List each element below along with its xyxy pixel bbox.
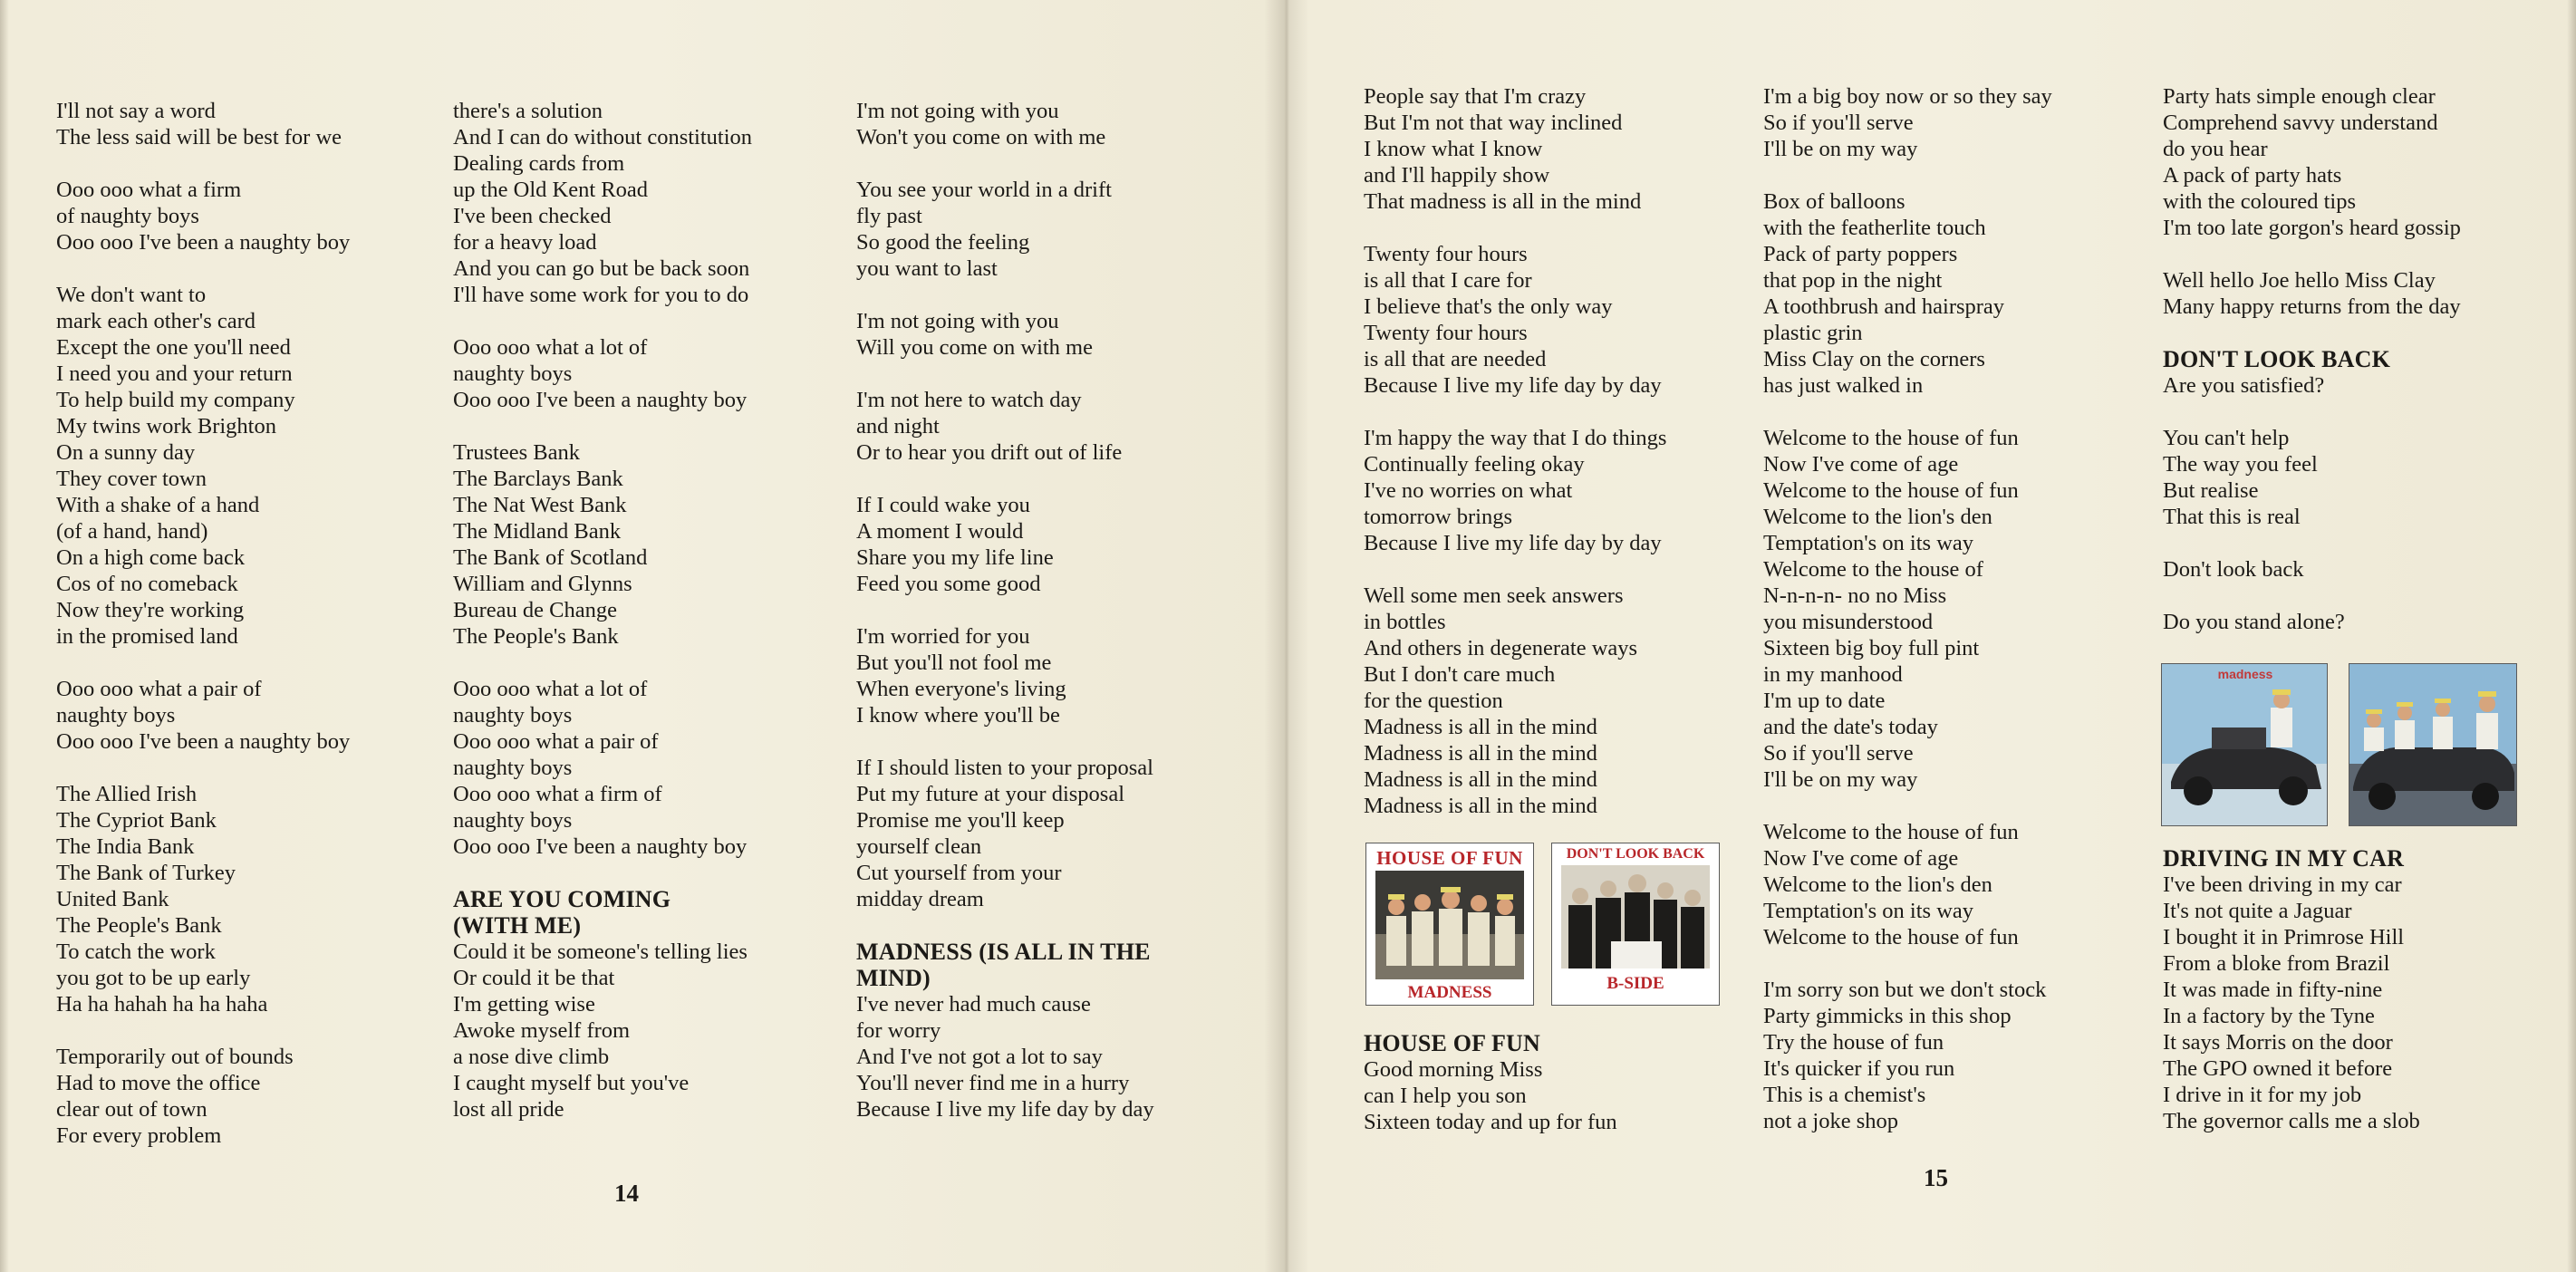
- lyric-line: Well some men seek answers: [1364, 583, 1624, 608]
- house-of-fun-cover: [1365, 843, 1534, 1006]
- stanza-gap: [1364, 399, 1666, 425]
- lyric-line: Ooo ooo what a lot of: [453, 677, 648, 701]
- stanza-gap: [56, 755, 350, 781]
- lyric-line: On a high come back: [56, 545, 246, 570]
- stanza-gap: [56, 650, 350, 676]
- lyric-line: you misunderstood: [1763, 610, 1934, 634]
- lyric-line: Because I live my life day by day: [1364, 373, 1662, 398]
- stanza-gap: [856, 597, 1154, 623]
- lyric-line: in the promised land: [56, 624, 238, 649]
- stanza-gap: [453, 860, 752, 886]
- lyric-line: Pack of party poppers: [1763, 242, 1958, 266]
- stanza-gap: [2163, 530, 2461, 556]
- lyric-line: Good morning Miss: [1364, 1057, 1543, 1082]
- lyric-line: Welcome to the house of fun: [1763, 426, 2019, 450]
- cover-subtitle: B-SIDE: [1606, 974, 1664, 993]
- lyric-line: I've no worries on what: [1364, 478, 1573, 503]
- lyric-line: Ooo ooo I've been a naughty boy: [56, 230, 351, 255]
- stanza-gap: [56, 150, 350, 177]
- lyric-line: Welcome to the lion's den: [1763, 505, 1992, 529]
- lyric-line: plastic grin: [1763, 321, 1863, 345]
- lyric-line: not a joke shop: [1763, 1109, 1899, 1133]
- lyric-line: I caught myself but you've: [453, 1071, 690, 1095]
- lyric-line: is all that are needed: [1364, 347, 1547, 371]
- driving-in-my-car-cover-front: [2161, 663, 2328, 826]
- lyric-line: I know where you'll be: [856, 703, 1060, 728]
- lyric-line: naughty boys: [453, 808, 573, 833]
- lyric-line: I'm getting wise: [453, 992, 595, 1017]
- lyric-line: Now they're working: [56, 598, 245, 622]
- lyric-line: Ooo ooo what a firm: [56, 178, 242, 202]
- lyrics-column-2: [453, 98, 752, 1123]
- stanza-gap: [856, 150, 1154, 177]
- car-photo-icon: [2162, 664, 2328, 826]
- lyric-line: Bureau de Change: [453, 598, 617, 622]
- lyric-line: You'll never find me in a hurry: [856, 1071, 1130, 1095]
- lyrics-column-5: [1763, 83, 2052, 1134]
- lyrics-column-3: [856, 98, 1154, 1123]
- lyric-line: Temporarily out of bounds: [56, 1045, 294, 1069]
- lyric-line: up the Old Kent Road: [453, 178, 649, 202]
- lyrics-column-1: [56, 98, 350, 1149]
- lyric-line: So good the feeling: [856, 230, 1030, 255]
- lyric-line: Sixteen big boy full pint: [1763, 636, 1980, 660]
- lyric-line: To catch the work: [56, 940, 216, 964]
- lyric-line: you want to last: [856, 256, 998, 281]
- lyric-line: But I don't care much: [1364, 662, 1556, 687]
- lyric-line: For every problem: [56, 1123, 222, 1148]
- lyric-line: for worry: [856, 1018, 941, 1043]
- lyric-line: Or to hear you drift out of life: [856, 440, 1123, 465]
- lyric-line: Promise me you'll keep: [856, 808, 1065, 833]
- lyric-line: naughty boys: [453, 703, 573, 728]
- stanza-gap: [2163, 399, 2461, 425]
- lyric-line: in bottles: [1364, 610, 1446, 634]
- lyric-line: Temptation's on its way: [1763, 531, 1974, 555]
- lyric-line: But I'm not that way inclined: [1364, 111, 1623, 135]
- lyric-line: Box of balloons: [1763, 189, 1905, 214]
- lyric-line: The People's Bank: [56, 913, 222, 938]
- lyric-line: Trustees Bank: [453, 440, 580, 465]
- lyric-line: Many happy returns from the day: [2163, 294, 2461, 319]
- lyric-line: that pop in the night: [1763, 268, 1943, 293]
- lyric-line: Awoke myself from: [453, 1018, 631, 1043]
- lyric-line: a nose dive climb: [453, 1045, 610, 1069]
- lyric-line: Well hello Joe hello Miss Clay: [2163, 268, 2436, 293]
- stanza-gap: [453, 413, 752, 439]
- lyric-line: Miss Clay on the corners: [1763, 347, 1985, 371]
- stanza-gap: [453, 308, 752, 334]
- stanza-gap: [56, 255, 350, 282]
- cover-title: HOUSE OF FUN: [1376, 847, 1523, 869]
- lyric-line: My twins work Brighton: [56, 414, 276, 438]
- stanza-gap: [1364, 215, 1666, 241]
- lyric-line: do you hear: [2163, 137, 2268, 161]
- lyric-line: They cover town: [56, 467, 207, 491]
- lyric-line: Welcome to the lion's den: [1763, 872, 1992, 897]
- page-number-15: 15: [1924, 1164, 1948, 1191]
- lyric-line: Twenty four hours: [1364, 321, 1528, 345]
- lyric-line: can I help you son: [1364, 1084, 1527, 1108]
- lyric-line: in my manhood: [1763, 662, 1903, 687]
- lyric-line: I've never had much cause: [856, 992, 1091, 1017]
- lyrics-column-6: [2163, 83, 2461, 635]
- lyric-line: Welcome to the house of: [1763, 557, 1983, 582]
- lyric-line: and the date's today: [1763, 715, 1938, 739]
- stanza-gap: [56, 1017, 350, 1044]
- lyric-line: The GPO owned it before: [2163, 1056, 2393, 1081]
- lyric-line: Madness is all in the mind: [1364, 741, 1597, 766]
- stanza-gap: [1763, 399, 2052, 425]
- lyric-line: The Midland Bank: [453, 519, 622, 544]
- lyric-line: You can't help: [2163, 426, 2290, 450]
- lyric-line: Feed you some good: [856, 572, 1041, 596]
- lyric-line: Ha ha hahah ha ha haha: [56, 992, 268, 1017]
- lyric-line: And others in degenerate ways: [1364, 636, 1638, 660]
- lyric-line: I drive in it for my job: [2163, 1083, 2362, 1107]
- stanza-gap: [453, 650, 752, 676]
- lyric-line: I'm not going with you: [856, 309, 1059, 333]
- lyric-line: The People's Bank: [453, 624, 619, 649]
- lyric-line: mark each other's card: [56, 309, 256, 333]
- lyric-line: When everyone's living: [856, 677, 1066, 701]
- lyric-line: The less said will be best for we: [56, 125, 343, 149]
- lyric-line: and I'll happily show: [1364, 163, 1550, 188]
- lyric-line: This is a chemist's: [1763, 1083, 1926, 1107]
- lyric-line: Ooo ooo what a pair of: [453, 729, 659, 754]
- lyric-line: Ooo ooo what a lot of: [453, 335, 648, 360]
- lyric-line: there's a solution: [453, 99, 603, 123]
- stanza-gap: [856, 282, 1154, 308]
- lyric-line: Twenty four hours: [1364, 242, 1528, 266]
- book-gutter: [1264, 0, 1309, 1272]
- lyric-line: I'll have some work for you to do: [453, 283, 749, 307]
- lyric-line: with the featherlite touch: [1763, 216, 1986, 240]
- page-edge-left: [0, 0, 9, 1272]
- band-in-car-photo-icon: [2349, 664, 2517, 826]
- lyric-line: So if you'll serve: [1763, 741, 1914, 766]
- lyric-line: The Barclays Bank: [453, 467, 623, 491]
- lyric-line: Ooo ooo I've been a naughty boy: [56, 729, 351, 754]
- lyric-line: I'll not say a word: [56, 99, 216, 123]
- lyric-line: I'll be on my way: [1763, 767, 1918, 792]
- stanza-gap: [1364, 556, 1666, 583]
- lyric-line: The Bank of Scotland: [453, 545, 648, 570]
- stanza-gap: [2163, 241, 2461, 267]
- lyric-line: The Nat West Bank: [453, 493, 627, 517]
- lyric-line: of naughty boys: [56, 204, 199, 228]
- stanza-gap: [2163, 583, 2461, 609]
- lyric-line: (of a hand, hand): [56, 519, 208, 544]
- lyric-line: naughty boys: [453, 756, 573, 780]
- lyric-line: you got to be up early: [56, 966, 251, 990]
- lyric-line: Won't you come on with me: [856, 125, 1106, 149]
- lyric-line: Party gimmicks in this shop: [1763, 1004, 2012, 1028]
- house-of-fun-lyrics: [1364, 1030, 1617, 1135]
- lyric-line: I'll be on my way: [1763, 137, 1918, 161]
- lyric-line: and night: [856, 414, 940, 438]
- lyric-line: Comprehend savvy understand: [2163, 111, 2438, 135]
- song-title: MIND): [856, 965, 931, 991]
- lyric-line: Could it be someone's telling lies: [453, 940, 748, 964]
- lyric-line: Don't look back: [2163, 557, 2304, 582]
- lyric-line: Now I've come of age: [1763, 846, 1959, 871]
- cover-title: DON'T LOOK BACK: [1566, 846, 1705, 862]
- lyric-line: And I can do without constitution: [453, 125, 753, 149]
- lyric-line: I need you and your return: [56, 361, 293, 386]
- lyric-line: That this is real: [2163, 505, 2301, 529]
- song-title: (WITH ME): [453, 912, 582, 939]
- page-number-14: 14: [614, 1180, 639, 1207]
- song-title: DON'T LOOK BACK: [2163, 346, 2391, 372]
- lyric-line: I believe that's the only way: [1364, 294, 1613, 319]
- song-title: DRIVING IN MY CAR: [2163, 845, 2405, 872]
- lyric-line: for the question: [1364, 689, 1503, 713]
- lyric-line: naughty boys: [453, 361, 573, 386]
- band-photo-icon: [1375, 871, 1524, 979]
- lyric-line: N-n-n-n- no no Miss: [1763, 583, 1947, 608]
- lyric-line: The governor calls me a slob: [2163, 1109, 2420, 1133]
- lyric-line: In a factory by the Tyne: [2163, 1004, 2375, 1028]
- lyric-line: Madness is all in the mind: [1364, 715, 1597, 739]
- lyric-line: lost all pride: [453, 1097, 564, 1122]
- lyrics-column-4: [1364, 83, 1666, 819]
- stanza-gap: [856, 912, 1154, 939]
- lyric-line: Now I've come of age: [1763, 452, 1959, 477]
- lyric-line: The Bank of Turkey: [56, 861, 236, 885]
- lyric-line: It was made in fifty-nine: [2163, 978, 2383, 1002]
- lyric-line: A toothbrush and hairspray: [1763, 294, 2005, 319]
- stanza-gap: [1763, 950, 2052, 977]
- lyric-line: I'm up to date: [1763, 689, 1886, 713]
- lyric-line: A moment I would: [856, 519, 1024, 544]
- stanza-gap: [856, 466, 1154, 492]
- lyric-line: It says Morris on the door: [2163, 1030, 2393, 1055]
- lyric-line: Or could it be that: [453, 966, 615, 990]
- lyric-line: Dealing cards from: [453, 151, 625, 176]
- lyric-line: The Allied Irish: [56, 782, 198, 806]
- lyric-line: William and Glynns: [453, 572, 632, 596]
- lyric-line: To help build my company: [56, 388, 295, 412]
- dont-look-back-cover: [1551, 843, 1720, 1006]
- lyric-line: has just walked in: [1763, 373, 1924, 398]
- lyric-line: Because I live my life day by day: [856, 1097, 1154, 1122]
- lyric-line: That madness is all in the mind: [1364, 189, 1642, 214]
- lyric-line: Madness is all in the mind: [1364, 794, 1597, 818]
- lyric-line: Madness is all in the mind: [1364, 767, 1597, 792]
- lyric-line: The India Bank: [56, 834, 195, 859]
- lyric-line: We don't want to: [56, 283, 207, 307]
- lyric-line: Cut yourself from your: [856, 861, 1062, 885]
- lyric-line: A pack of party hats: [2163, 163, 2342, 188]
- lyric-line: naughty boys: [56, 703, 176, 728]
- lyric-line: Ooo ooo what a pair of: [56, 677, 262, 701]
- lyric-line: And you can go but be back soon: [453, 256, 750, 281]
- lyric-line: Share you my life line: [856, 545, 1054, 570]
- lyric-line: The way you feel: [2163, 452, 2318, 477]
- lyric-line: United Bank: [56, 887, 169, 911]
- lyric-line: I bought it in Primrose Hill: [2163, 925, 2405, 949]
- lyric-line: From a bloke from Brazil: [2163, 951, 2390, 976]
- stanza-gap: [2163, 320, 2461, 346]
- lyric-line: But realise: [2163, 478, 2259, 503]
- lyric-line: Welcome to the house of fun: [1763, 820, 2019, 844]
- lyric-line: Do you stand alone?: [2163, 610, 2345, 634]
- lyric-line: I'm sorry son but we don't stock: [1763, 978, 2047, 1002]
- lyric-line: I'm not going with you: [856, 99, 1059, 123]
- lyric-line: If I could wake you: [856, 493, 1030, 517]
- lyric-line: Continually feeling okay: [1364, 452, 1585, 477]
- band-photo-icon: [1561, 865, 1710, 968]
- lyric-line: Had to move the office: [56, 1071, 261, 1095]
- lyric-line: If I should listen to your proposal: [856, 756, 1153, 780]
- lyric-line: I'm happy the way that I do things: [1364, 426, 1667, 450]
- lyric-line: I'm not here to watch day: [856, 388, 1082, 412]
- lyric-line: With a shake of a hand: [56, 493, 260, 517]
- song-title: ARE YOU COMING: [453, 886, 671, 912]
- lyric-line: But you'll not fool me: [856, 650, 1052, 675]
- stanza-gap: [1763, 162, 2052, 188]
- stanza-gap: [1763, 793, 2052, 819]
- cover-band-logo: madness: [2217, 667, 2273, 681]
- lyric-line: is all that I care for: [1364, 268, 1532, 293]
- lyric-line: Are you satisfied?: [2163, 373, 2325, 398]
- lyric-line: And I've not got a lot to say: [856, 1045, 1103, 1069]
- cover-band-name: MADNESS: [1407, 983, 1492, 1002]
- lyric-line: Ooo ooo I've been a naughty boy: [453, 834, 748, 859]
- lyric-line: Except the one you'll need: [56, 335, 291, 360]
- lyric-line: Put my future at your disposal: [856, 782, 1125, 806]
- lyric-line: It's not quite a Jaguar: [2163, 899, 2352, 923]
- lyric-line: Ooo ooo what a firm of: [453, 782, 662, 806]
- lyric-line: clear out of town: [56, 1097, 207, 1122]
- lyric-line: Ooo ooo I've been a naughty boy: [453, 388, 748, 412]
- stanza-gap: [856, 728, 1154, 755]
- lyric-line: tomorrow brings: [1364, 505, 1512, 529]
- song-title: MADNESS (IS ALL IN THE: [856, 939, 1151, 965]
- driving-in-my-car-lyrics: [2163, 845, 2420, 1134]
- lyric-line: Welcome to the house of fun: [1763, 478, 2019, 503]
- lyric-line: I'm too late gorgon's heard gossip: [2163, 216, 2461, 240]
- lyric-line: I'm a big boy now or so they say: [1763, 84, 2052, 109]
- lyric-line: Because I live my life day by day: [1364, 531, 1662, 555]
- lyric-line: You see your world in a drift: [856, 178, 1112, 202]
- lyric-line: midday dream: [856, 887, 984, 911]
- driving-in-my-car-cover-back: [2349, 663, 2517, 826]
- lyric-line: The Cypriot Bank: [56, 808, 217, 833]
- lyric-line: People say that I'm crazy: [1364, 84, 1587, 109]
- lyric-line: yourself clean: [856, 834, 982, 859]
- page-edge-right: [2567, 0, 2576, 1272]
- lyric-line: Welcome to the house of fun: [1763, 925, 2019, 949]
- lyric-line: with the coloured tips: [2163, 189, 2356, 214]
- stanza-gap: [856, 361, 1154, 387]
- lyric-line: It's quicker if you run: [1763, 1056, 1955, 1081]
- lyric-line: I've been checked: [453, 204, 612, 228]
- lyric-line: Sixteen today and up for fun: [1364, 1110, 1617, 1134]
- lyric-line: I know what I know: [1364, 137, 1543, 161]
- lyric-line: I've been driving in my car: [2163, 872, 2402, 897]
- lyric-line: I'm worried for you: [856, 624, 1030, 649]
- lyric-line: Temptation's on its way: [1763, 899, 1974, 923]
- song-title: HOUSE OF FUN: [1364, 1030, 1541, 1056]
- lyric-line: Cos of no comeback: [56, 572, 238, 596]
- lyric-line: fly past: [856, 204, 922, 228]
- lyric-line: On a sunny day: [56, 440, 196, 465]
- lyric-line: Will you come on with me: [856, 335, 1093, 360]
- lyric-line: for a heavy load: [453, 230, 597, 255]
- lyric-line: Party hats simple enough clear: [2163, 84, 2436, 109]
- lyric-line: Try the house of fun: [1763, 1030, 1944, 1055]
- lyric-line: So if you'll serve: [1763, 111, 1914, 135]
